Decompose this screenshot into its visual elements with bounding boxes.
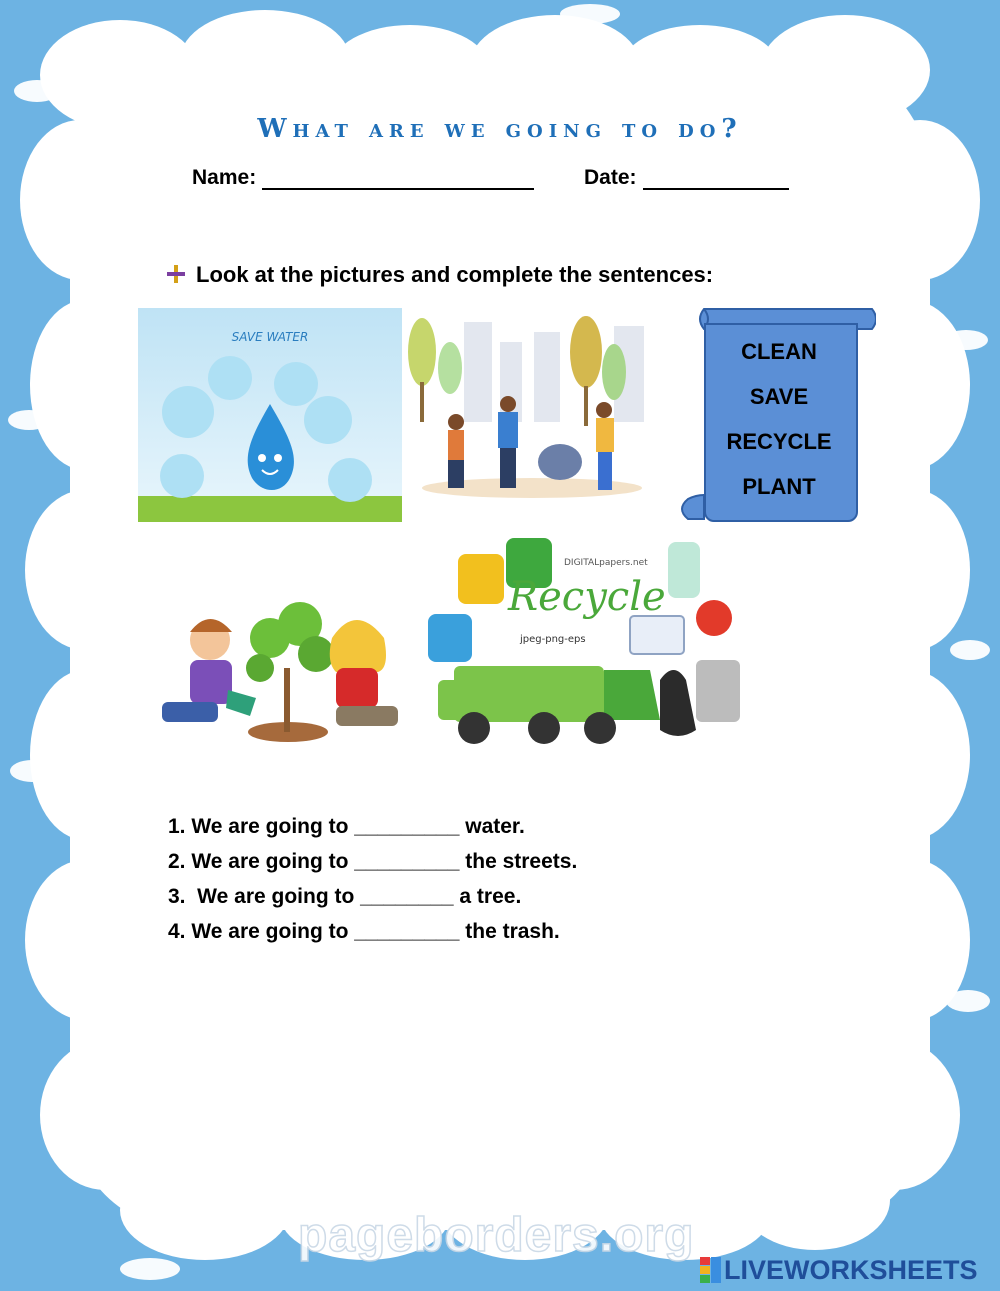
clean-streets-picture bbox=[404, 312, 660, 508]
date-field[interactable] bbox=[584, 166, 789, 190]
worksheet-title: What are we going to do? bbox=[257, 114, 743, 144]
sentence-2[interactable]: 2. We are going to _________ the streets. bbox=[168, 850, 578, 873]
recycle-picture bbox=[424, 530, 744, 748]
recycle-formats: jpeg-png-eps bbox=[520, 634, 586, 645]
watermark: pageborders.org bbox=[298, 1209, 695, 1262]
instruction-text: Look at the pictures and complete the sentences: bbox=[196, 262, 714, 287]
recycle-caption: Recycle bbox=[508, 574, 666, 620]
cross-bullet-icon bbox=[166, 264, 186, 284]
name-label: Name: bbox=[192, 166, 257, 189]
word-plant[interactable]: PLANT bbox=[742, 474, 816, 499]
liveworksheets-icon bbox=[700, 1257, 722, 1283]
sentence-1[interactable]: 1. We are going to _________ water. bbox=[168, 815, 525, 838]
word-recycle[interactable]: RECYCLE bbox=[726, 429, 832, 454]
word-bank-scroll bbox=[676, 305, 876, 523]
sentence-3[interactable]: 3. We are going to ________ a tree. bbox=[168, 885, 522, 908]
liveworksheets-logo[interactable] bbox=[700, 1255, 978, 1285]
save-water-caption: SAVE WATER bbox=[231, 330, 309, 344]
sentence-4[interactable]: 4. We are going to _________ the trash. bbox=[168, 920, 560, 943]
word-save[interactable]: SAVE bbox=[749, 384, 809, 409]
instruction bbox=[166, 262, 713, 288]
date-label: Date: bbox=[584, 166, 637, 189]
liveworksheets-text: LIVEWORKSHEETS bbox=[724, 1255, 978, 1285]
recycle-brand: DIGITALpapers.net bbox=[564, 558, 648, 568]
save-water-picture bbox=[138, 308, 402, 522]
word-clean[interactable]: CLEAN bbox=[741, 339, 817, 364]
plant-tree-picture bbox=[140, 598, 410, 748]
name-field[interactable] bbox=[192, 166, 534, 190]
